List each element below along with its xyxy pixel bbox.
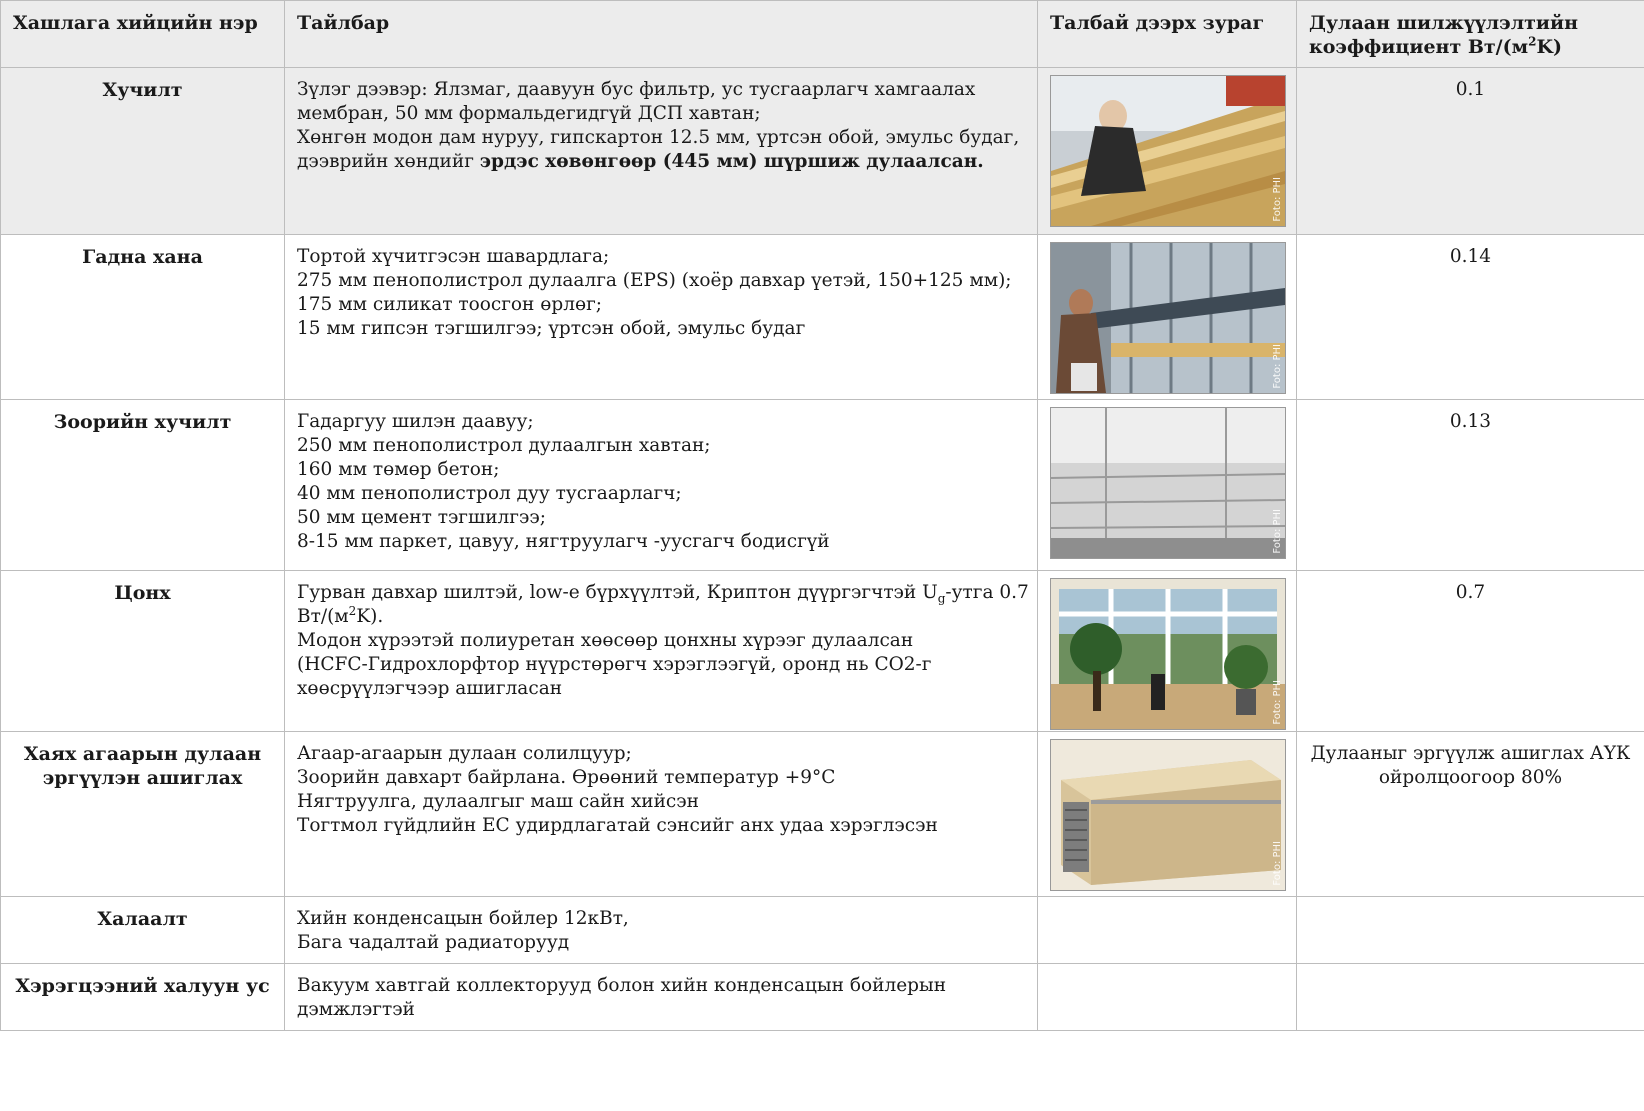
row-description: Гурван давхар шилтэй, low-e бүрхүүлтэй, Криптон дүүргэгчтэй $U_g$-утга 0.7 $Вт/(м^2K)$. Модон хүрээтэй полиуретан хөөсөөр цонхны хүрээг дулаалсан (HCFC-Гидрохлорфтор нүүрстөрөгч хэрэглээгүй, оронд нь CO2-г хөөсрүүлэгчээр ашигласан bbox=[285, 571, 1038, 732]
row-description: Тортой хүчитгэсэн шавардлага; 275 мм пенополистрол дулаалга (EPS) (хоёр давхар үетэй, 150+125 мм); 175 мм силикат тоосгон өрлөг; 15 мм гипсэн тэгшилгээ; үртсэн обой, эмульс будаг bbox=[285, 235, 1038, 400]
photo-credit: Foto: PHI bbox=[1272, 680, 1283, 725]
row-photo-cell bbox=[1038, 68, 1297, 235]
row-photo-cell bbox=[1038, 400, 1297, 571]
basement-ceiling-photo bbox=[1050, 407, 1286, 559]
photo-credit: Foto: PHI bbox=[1272, 177, 1283, 222]
row-coefficient: Дулааныг эргүүлж ашиглах АҮК ойролцоогоор 80% bbox=[1297, 732, 1644, 897]
row-photo-cell bbox=[1038, 235, 1297, 400]
row-description: Вакуум хавтгай коллекторууд болон хийн конденсацын бойлерын дэмжлэгтэй bbox=[285, 964, 1038, 1031]
row-description: Хийн конденсацын бойлер 12кВт, Бага чадалтай радиаторууд bbox=[285, 897, 1038, 964]
photo-credit: Foto: PHI bbox=[1272, 344, 1283, 389]
row-coefficient bbox=[1297, 897, 1644, 964]
table-row bbox=[1, 732, 1644, 897]
row-name: Хаях агаарын дулаан эргүүлэн ашиглах bbox=[1, 732, 285, 897]
table-row bbox=[1, 571, 1644, 732]
roof-construction-photo bbox=[1050, 75, 1286, 227]
photo-credit: Foto: PHI bbox=[1272, 509, 1283, 554]
row-photo-cell bbox=[1038, 732, 1297, 897]
header-description: Тайлбар bbox=[285, 1, 1038, 68]
row-name: Хэрэгцээний халуун ус bbox=[1, 964, 285, 1031]
header-photo: Талбай дээрх зураг bbox=[1038, 1, 1297, 68]
table-row bbox=[1, 68, 1644, 235]
header-name: Хашлага хийцийн нэр bbox=[1, 1, 285, 68]
row-description: Агаар-агаарын дулаан солилцуур; Зоорийн давхарт байрлана. Өрөөний температур +9°C Нягтруулга, дулаалгыг маш сайн хийсэн Тогтмол гүйдлийн EC удирдлагатай сэнсийг анх удаа хэрэглэсэн bbox=[285, 732, 1038, 897]
table-row bbox=[1, 897, 1644, 964]
row-coefficient: 0.7 bbox=[1297, 571, 1644, 732]
table-row bbox=[1, 235, 1644, 400]
row-name: Халаалт bbox=[1, 897, 285, 964]
row-description: Гадаргуу шилэн даавуу; 250 мм пенополистрол дулаалгын хавтан; 160 мм төмөр бетон; 40 мм пенополистрол дуу тусгаарлагч; 50 мм цемент тэгшилгээ; 8-15 мм паркет, цавуу, нягтруулагч -уусгагч бодисгүй bbox=[285, 400, 1038, 571]
photo-credit: Foto: PHI bbox=[1272, 841, 1283, 886]
row-coefficient bbox=[1297, 964, 1644, 1031]
row-name: Хучилт bbox=[1, 68, 285, 235]
row-name: Цонх bbox=[1, 571, 285, 732]
row-coefficient: 0.1 bbox=[1297, 68, 1644, 235]
window-interior-photo bbox=[1050, 578, 1286, 730]
table-row bbox=[1, 964, 1644, 1031]
row-photo-cell bbox=[1038, 897, 1297, 964]
row-coefficient: 0.14 bbox=[1297, 235, 1644, 400]
row-name: Зоорийн хучилт bbox=[1, 400, 285, 571]
row-photo-cell bbox=[1038, 571, 1297, 732]
row-name: Гадна хана bbox=[1, 235, 285, 400]
header-coefficient: Дулаан шилжүүлэлтийн коэффициент $Вт/(м^2K)$ bbox=[1297, 1, 1644, 68]
row-coefficient: 0.13 bbox=[1297, 400, 1644, 571]
wall-insulation-photo bbox=[1050, 242, 1286, 394]
row-description: Зүлэг дээвэр: Ялзмаг, даавуун бус фильтр, ус тусгаарлагч хамгаалах мембран, 50 мм формальдегидгүй ДСП хавтан; Хөнгөн модон дам нуруу, гипскартон 12.5 мм, үртсэн обой, эмульс будаг, дээврийн хөндийг эрдэс хөвөнгөөр (445 мм) шүршиж дулаалсан. bbox=[285, 68, 1038, 235]
table-row bbox=[1, 400, 1644, 571]
table-header-row bbox=[1, 1, 1644, 68]
row-photo-cell bbox=[1038, 964, 1297, 1031]
heat-exchanger-photo bbox=[1050, 739, 1286, 891]
